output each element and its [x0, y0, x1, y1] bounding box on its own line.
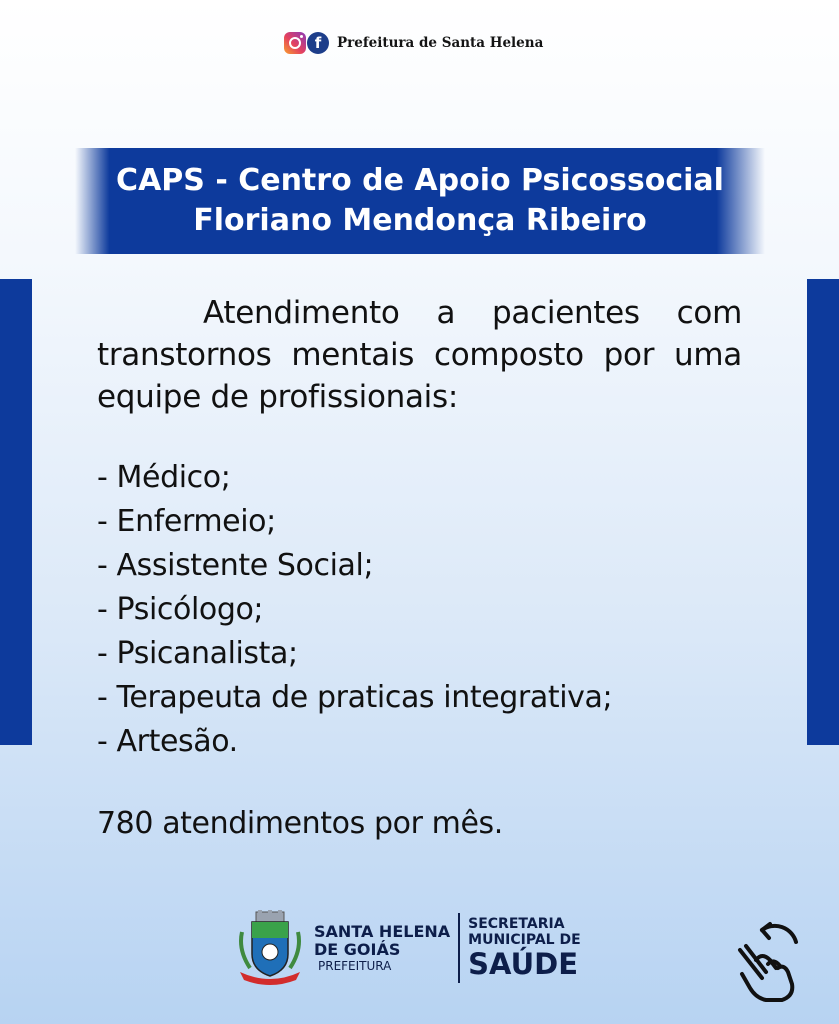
prefeitura-name: Prefeitura de Santa Helena	[337, 35, 544, 51]
main-content	[97, 292, 742, 846]
title-line-2: Floriano Mendonça Ribeiro	[193, 203, 647, 238]
secretariat-block	[468, 916, 581, 980]
list-item: - Artesão.	[97, 724, 238, 759]
title-line-1: CAPS - Centro de Apoio Psicossocial	[116, 163, 724, 198]
list-item: - Assistente Social;	[97, 548, 374, 583]
sec-line-1: SECRETARIA	[468, 916, 565, 932]
coat-of-arms-icon	[236, 910, 304, 986]
city-line-1: SANTA HELENA	[314, 922, 451, 941]
sec-line-3: SAÚDE	[468, 947, 579, 981]
left-accent-bar	[0, 279, 32, 745]
swipe-hand-icon	[722, 920, 806, 1008]
footer-divider	[458, 913, 460, 983]
list-item: - Psicólogo;	[97, 592, 264, 627]
city-name-block	[314, 923, 450, 973]
intro-paragraph: Atendimento a pacientes com transtornos mentais composto por uma equipe de profissionais:	[97, 295, 742, 415]
instagram-icon	[284, 32, 306, 54]
sec-line-2: MUNICIPAL DE	[468, 932, 581, 948]
city-line-3: PREFEITURA	[318, 959, 392, 973]
city-line-2: DE GOIÁS	[314, 940, 401, 959]
right-accent-bar	[807, 279, 839, 745]
footer-logos	[236, 908, 581, 988]
roles-list	[97, 456, 742, 764]
social-header	[284, 30, 543, 56]
list-item: - Terapeuta de praticas integrativa;	[97, 680, 613, 715]
title-banner	[75, 148, 765, 254]
list-item: - Médico;	[97, 460, 231, 495]
facebook-icon: f	[307, 32, 329, 54]
list-item: - Enfermeio;	[97, 504, 276, 539]
attendance-count: 780 atendimentos por mês.	[97, 806, 503, 841]
list-item: - Psicanalista;	[97, 636, 298, 671]
